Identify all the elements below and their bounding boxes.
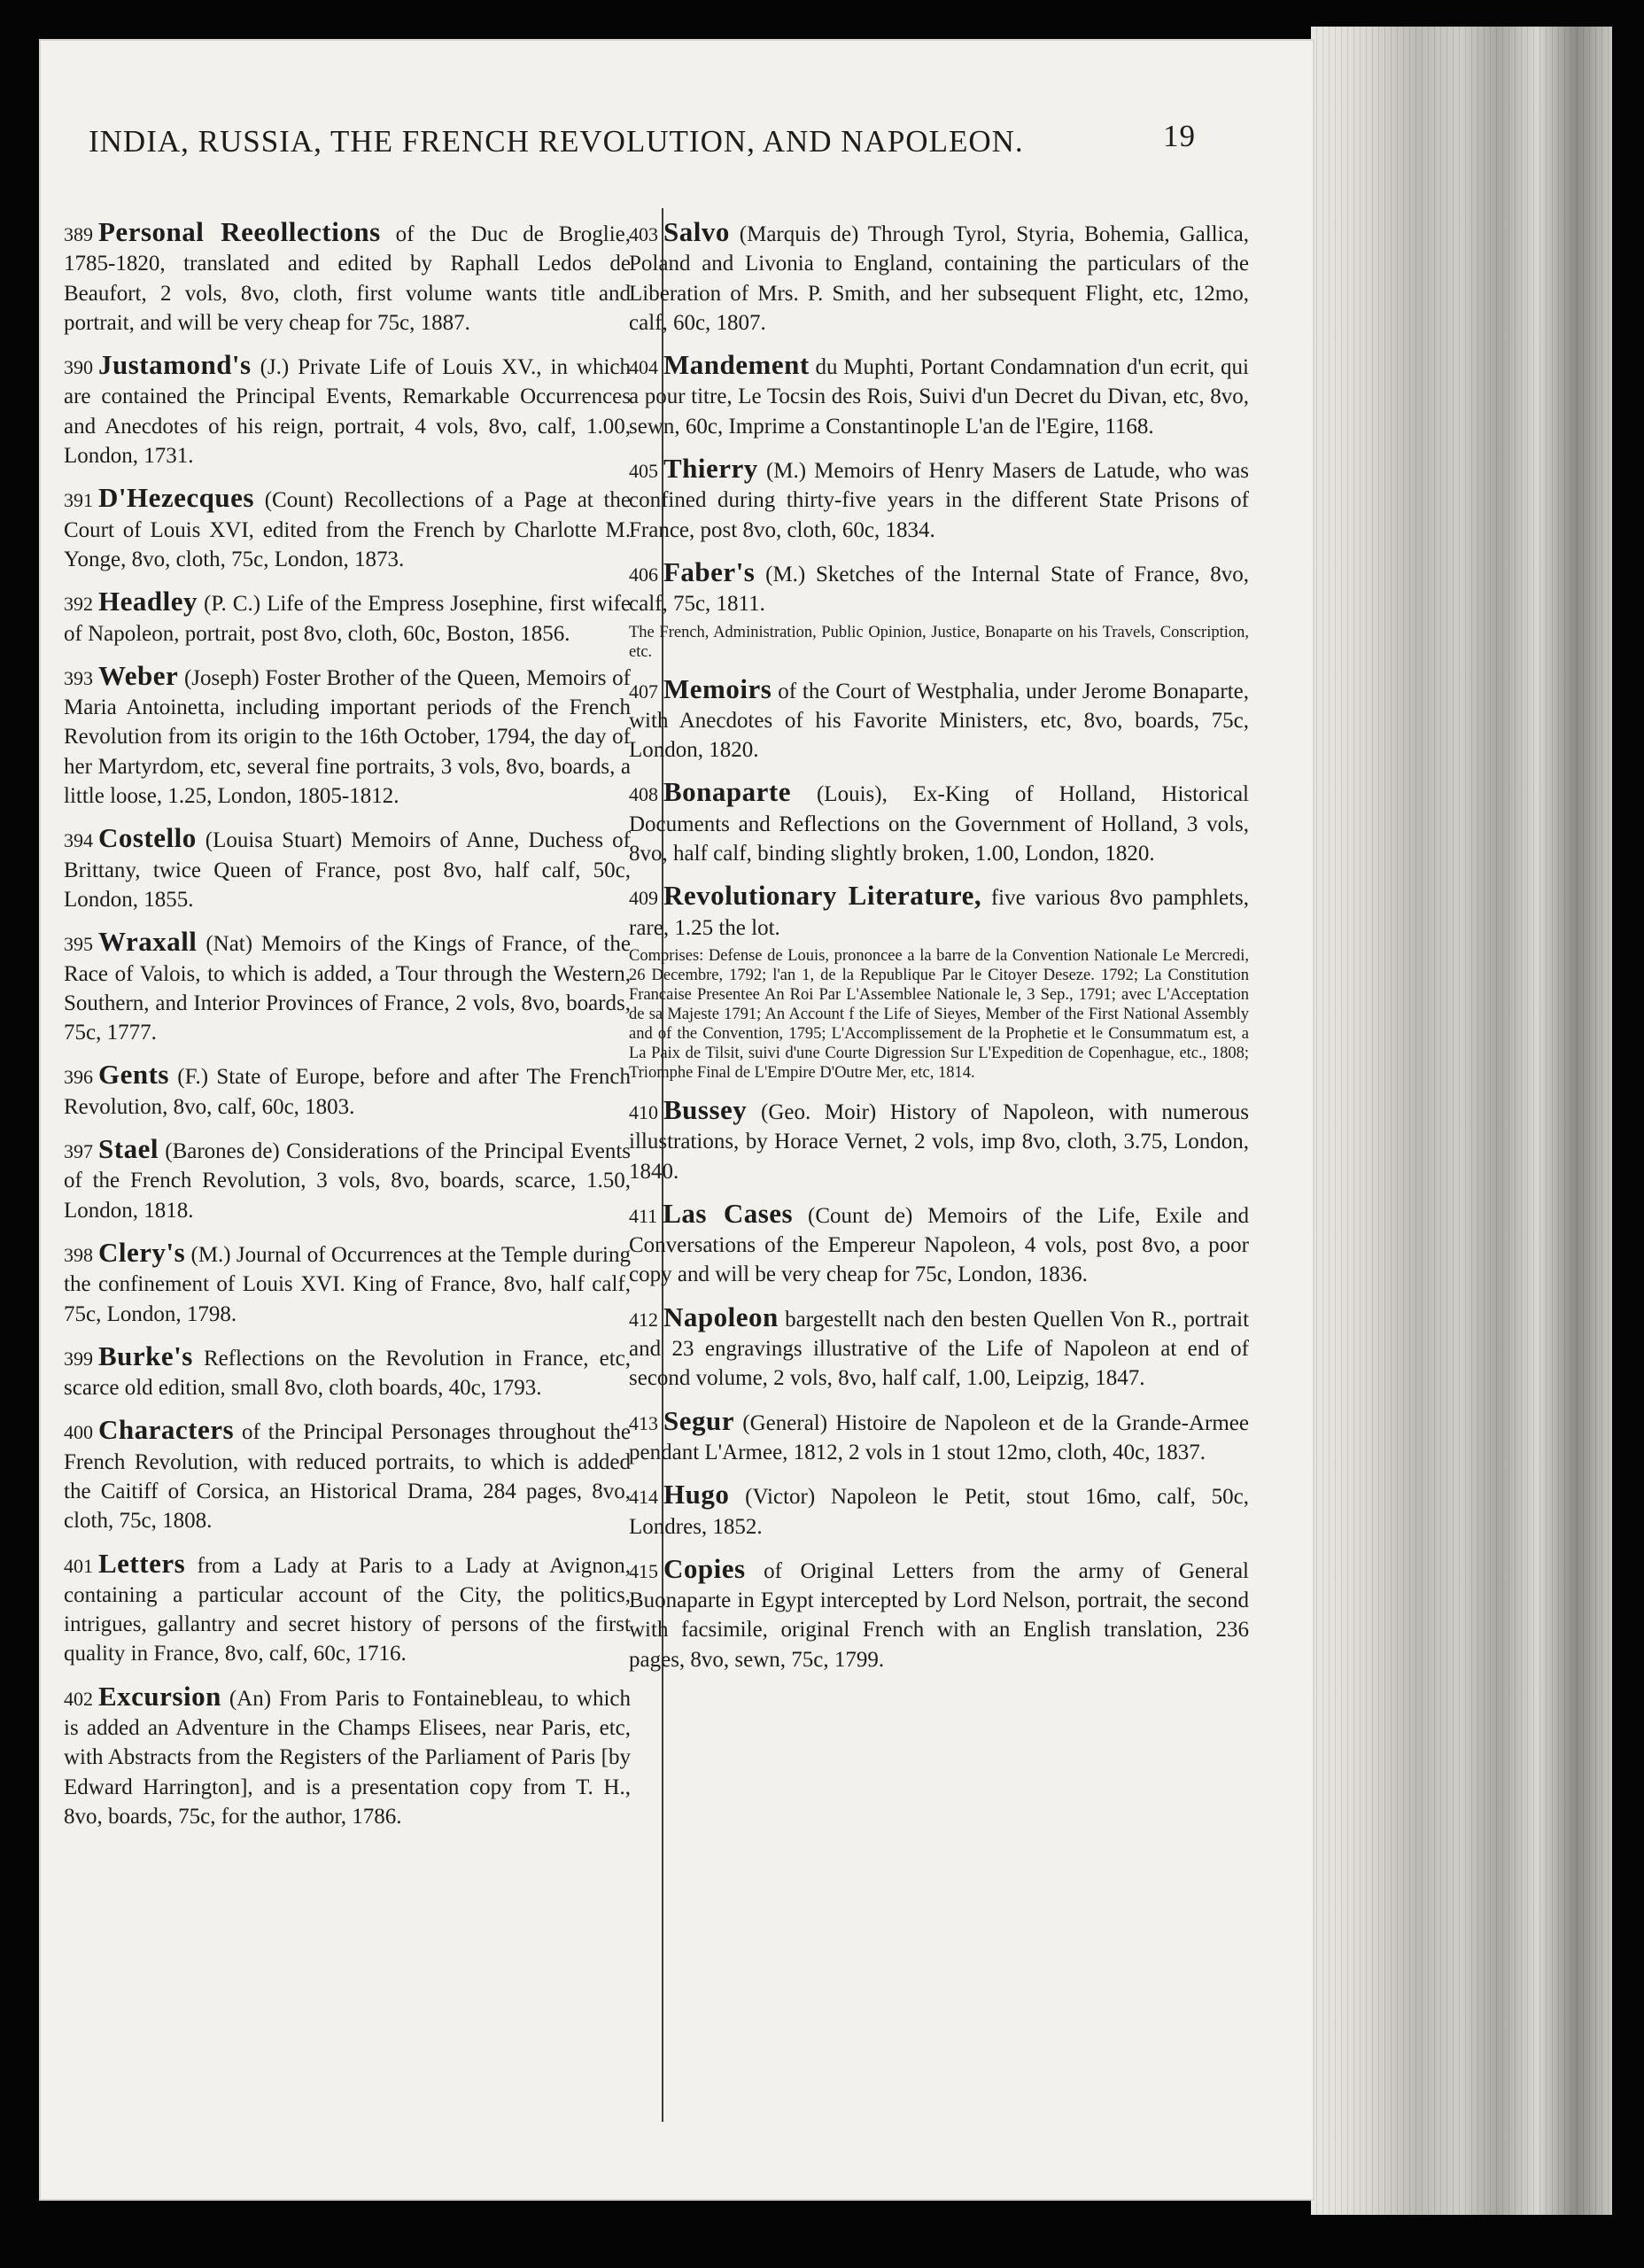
catalog-entry <box>64 661 631 811</box>
catalog-entry <box>64 1415 631 1535</box>
entry-heading: Mandement <box>663 349 810 381</box>
entry-heading: Personal Reeollections <box>98 216 381 247</box>
catalog-entry <box>64 1682 631 1831</box>
entry-number: 399 <box>64 1347 93 1370</box>
entry-heading: Hugo <box>663 1479 730 1511</box>
page-number: 19 <box>1163 119 1196 153</box>
entry-heading: Napoleon <box>663 1301 779 1332</box>
entry-description: (Barones de) Considerations of the Principal Events of the French Revolution, 3 vols, 8vo, boards, scarce, 1.50, London, 1818. <box>64 1139 632 1223</box>
entry-description: (J.) Private Life of Louis XV., in which are contained the Principal Events, Remarkable Occurrences and Anecdotes of his reign, portrait, 4 vols, 8vo, calf, 1.00, London, 1731. <box>64 355 631 469</box>
entry-heading: Letters <box>98 1547 186 1579</box>
entry-description: of the Principal Personages throughout the French Revolution, with reduced portraits, to which is added the Caitiff of Corsica, an Historical Drama, 284 pages, 8vo, cloth, 75c, 1808. <box>64 1420 631 1534</box>
entry-heading: Excursion <box>98 1680 221 1712</box>
entry-number: 392 <box>64 593 93 616</box>
entry-number: 414 <box>629 1486 658 1509</box>
entry-description: (Count) Recollections of a Page at the Court of Louis XVI, edited from the French by Charlotte M. Yonge, 8vo, cloth, 75c, London, 1873. <box>64 488 632 571</box>
entry-number: 398 <box>64 1243 93 1266</box>
entry-heading: Headley <box>98 586 198 617</box>
catalog-entry <box>629 1302 1249 1394</box>
entry-description: (Victor) Napoleon le Petit, stout 16mo, calf, 50c, Londres, 1852. <box>629 1485 1250 1539</box>
entry-description: (M.) Journal of Occurrences at the Temple during the confinement of Louis XVI. King of France, 8vo, half calf, 75c, London, 1798. <box>64 1242 632 1326</box>
entry-description: (M.) Sketches of the Internal State of France, 8vo, calf, 75c, 1811. <box>629 562 1249 617</box>
entry-number: 409 <box>629 887 658 910</box>
catalog-entry <box>64 823 631 914</box>
catalog-entry <box>629 557 1249 662</box>
entry-heading: Thierry <box>663 453 758 485</box>
catalog-entry <box>629 454 1249 545</box>
entry-number: 389 <box>64 223 93 245</box>
entry-number: 397 <box>64 1140 93 1163</box>
catalog-entry <box>629 1480 1249 1542</box>
entry-heading: Gents <box>98 1059 169 1091</box>
entry-number: 393 <box>64 666 93 689</box>
entry-heading: Wraxall <box>98 926 198 958</box>
entry-description: of the Duc de Broglie, 1785-1820, translated and edited by Raphall Ledos de Beaufort, 2 vols, 8vo, cloth, first volume wants title and portrait, and will be very cheap for 75c, 1887. <box>64 222 632 335</box>
entry-number: 404 <box>629 356 658 379</box>
catalog-entry <box>629 217 1249 338</box>
entry-description: Reflections on the Revolution in France, etc, scarce old edition, small 8vo, cloth boards, 40c, 1793. <box>64 1346 631 1401</box>
entry-description: (Geo. Moir) History of Napoleon, with numerous illustrations, by Horace Vernet, 2 vols, imp 8vo, cloth, 3.75, London, 1840. <box>629 1099 1249 1184</box>
entry-description: (Nat) Memoirs of the Kings of France, of the Race of Valois, to which is added, a Tour through the Western, Southern, and Interior Provinces of France, 2 vols, 8vo, boards, 75c, 1777. <box>64 932 631 1045</box>
entry-description: (P. C.) Life of the Empress Josephine, first wife of Napoleon, portrait, post 8vo, cloth, 60c, Boston, 1856. <box>64 592 631 646</box>
entry-heading: Bonaparte <box>663 776 791 808</box>
catalog-entry <box>64 1060 631 1122</box>
catalog-entry <box>629 1095 1249 1186</box>
entry-description: (Louis), Ex-King of Holland, Historical Documents and Reflections on the Government of Holland, 3 vols, 8vo, half calf, binding slightly broken, 1.00, London, 1820. <box>629 782 1249 866</box>
entry-number: 412 <box>629 1308 658 1331</box>
entry-number: 406 <box>629 563 658 586</box>
entry-description: (M.) Memoirs of Henry Masers de Latude, who was confined during thirty-five years in the different State Prisons of France, post 8vo, cloth, 60c, 1834. <box>629 459 1249 542</box>
right-column <box>629 217 1249 1687</box>
catalog-entry <box>64 586 631 649</box>
entry-number: 403 <box>629 223 658 245</box>
catalog-entry <box>64 1341 631 1403</box>
entry-number: 394 <box>64 829 93 852</box>
entry-number: 400 <box>64 1421 93 1444</box>
entry-description: of Original Letters from the army of General Buonaparte in Egypt intercepted by Lord Nelson, portrait, the second with facsimile, original French with an English translation, 236 pages, 8vo, sewn, 75c, 1799. <box>629 1558 1250 1672</box>
entry-number: 415 <box>629 1559 658 1582</box>
entry-heading: Faber's <box>663 555 756 587</box>
entry-number: 402 <box>64 1687 93 1710</box>
entry-heading: Memoirs <box>663 672 772 704</box>
catalog-entry <box>629 777 1249 868</box>
entry-number: 395 <box>64 933 93 956</box>
entry-description: from a Lady at Paris to a Lady at Avignon, containing a particular account of the City, the politics, intrigues, gallantry and secret history of persons of the first quality in France, 8vo, calf, 60c, 1716. <box>64 1553 631 1666</box>
entry-number: 396 <box>64 1066 93 1089</box>
entry-description: (F.) State of Europe, before and after The French Revolution, 8vo, calf, 60c, 1803. <box>64 1065 631 1119</box>
entry-note: Comprises: Defense de Louis, prononcee a la barre de la Convention Nationale Le Mercredi, 26 Decembre, 1792; l'an 1, de la Republique Par le Citoyer Deseze. 1792; La Constitution Francaise Presentee An Roi Par L'Assemblee Nationale le, 3 Sep., 1791; avec L'Acceptation de sa Majeste 1791; An Account f the Life of Sieyes, Member of the First National Assembly and of the Convention, 1795; L'Accomplissement de la Prophetie et le Consummatum est, a La Paix de Tilsit, suivi d'une Courte Digression Sur L'Expedition de Copenhague, etc., 1808; Triomphe Final de L'Empire D'Outre Mer, etc, 1814. <box>629 946 1249 1082</box>
entry-description: (Marquis de) Through Tyrol, Styria, Bohemia, Gallica, Poland and Livonia to England, containing the particulars of the Liberation of Mrs. P. Smith, and her subsequent Flight, etc, 12mo, calf, 60c, 1807. <box>629 222 1250 335</box>
entry-description: (General) Histoire de Napoleon et de la Grande-Armee pendant L'Armee, 1812, 2 vols in 1 stout 12mo, cloth, 40c, 1837. <box>629 1410 1249 1464</box>
entry-number: 410 <box>629 1100 658 1123</box>
catalog-entry <box>64 1238 631 1329</box>
entry-heading: Copies <box>663 1552 746 1584</box>
entry-description: du Muphti, Portant Condamnation d'un ecrit, qui a pour titre, Le Tocsin des Rois, Suivi d'un Decret du Divan, etc, 8vo, sewn, 60c, Imprime a Constantinople L'an de l'Egire, 1168. <box>629 355 1249 439</box>
entry-number: 411 <box>629 1204 658 1227</box>
entry-description: (Count de) Memoirs of the Life, Exile and Conversations of the Empereur Napoleon, 4 vols, post 8vo, a poor copy and will be very cheap for 75c, London, 1836. <box>629 1203 1250 1287</box>
entry-number: 408 <box>629 783 658 806</box>
entry-description: (Louisa Stuart) Memoirs of Anne, Duchess of Brittany, twice Queen of France, post 8vo, half calf, 50c, London, 1855. <box>64 828 632 912</box>
catalog-entry <box>629 1554 1249 1674</box>
entry-description: bargestellt nach den besten Quellen Von R., portrait and 23 engravings illustrative of the Life of Napoleon at end of second volume, 2 vols, 8vo, half calf, 1.00, Leipzig, 1847. <box>629 1307 1250 1391</box>
entry-number: 390 <box>64 356 93 379</box>
catalog-entry <box>64 350 631 470</box>
entry-number: 405 <box>629 460 658 483</box>
catalog-entry <box>64 483 631 574</box>
entry-heading: Stael <box>98 1133 159 1165</box>
entry-description: five various 8vo pamphlets, rare, 1.25 the lot. <box>629 886 1249 940</box>
catalog-entry <box>629 674 1249 765</box>
entry-heading: Burke's <box>98 1340 193 1371</box>
entry-heading: Bussey <box>663 1093 748 1125</box>
catalog-entry <box>64 217 631 338</box>
catalog-entry <box>629 881 1249 1083</box>
entry-number: 401 <box>64 1554 93 1577</box>
entry-heading: Justamond's <box>98 349 252 381</box>
page-title: INDIA, RUSSIA, THE FRENCH REVOLUTION, AND NAPOLEON. <box>89 124 1024 159</box>
book-page-edges <box>1311 27 1612 2215</box>
entry-heading: Salvo <box>663 216 730 247</box>
catalog-entry <box>629 1406 1249 1468</box>
entry-number: 407 <box>629 680 658 703</box>
catalog-entry <box>64 1134 631 1225</box>
entry-heading: Weber <box>98 659 179 691</box>
entry-note: The French, Administration, Public Opinion, Justice, Bonaparte on his Travels, Conscription, etc. <box>629 623 1249 661</box>
entry-heading: Revolutionary Literature, <box>663 880 982 912</box>
entry-description: (An) From Paris to Fontainebleau, to which is added an Adventure in the Champs Elisees, near Paris, etc, with Abstracts from the Registers of the Parliament of Paris [by Edward Harrington], and is a presentation copy from T. H., 8vo, boards, 75c, for the author, 1786. <box>64 1686 631 1829</box>
entry-heading: Segur <box>663 1404 734 1436</box>
entry-heading: Clery's <box>98 1236 186 1268</box>
catalog-entry <box>64 1549 631 1669</box>
entry-heading: Las Cases <box>663 1197 794 1229</box>
catalog-entry <box>629 350 1249 441</box>
entry-description: (Joseph) Foster Brother of the Queen, Memoirs of Maria Antoinetta, including important periods of the French Revolution from its origin to the 16th October, 1794, the day of her Martyrdom, etc, several fine portraits, 3 vols, 8vo, boards, a little loose, 1.25, London, 1805-1812. <box>64 665 631 809</box>
left-column <box>64 217 631 1844</box>
entry-number: 391 <box>64 489 93 512</box>
entry-heading: D'Hezecques <box>98 482 254 514</box>
entry-description: of the Court of Westphalia, under Jerome Bonaparte, with Anecdotes of his Favorite Ministers, etc, 8vo, boards, 75c, London, 1820. <box>629 679 1250 763</box>
catalog-entry <box>64 927 631 1047</box>
entry-number: 413 <box>629 1411 658 1434</box>
entry-heading: Costello <box>98 822 197 854</box>
catalog-entry <box>629 1199 1249 1290</box>
entry-heading: Characters <box>98 1414 235 1446</box>
